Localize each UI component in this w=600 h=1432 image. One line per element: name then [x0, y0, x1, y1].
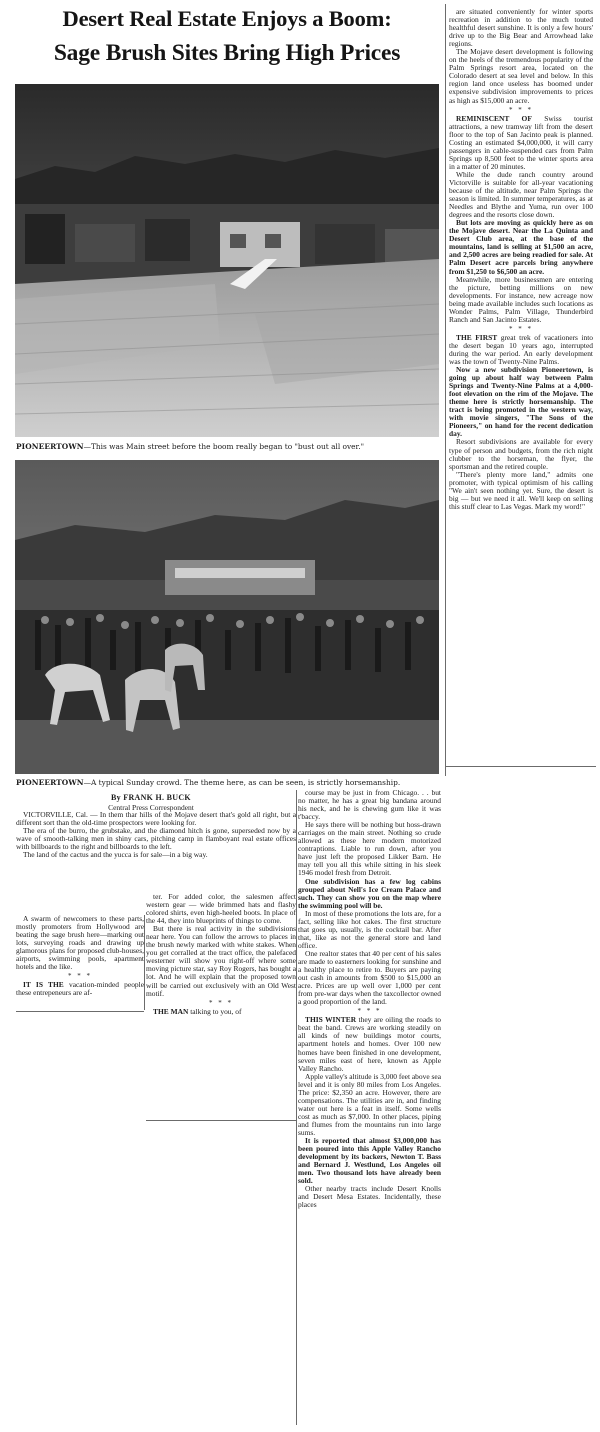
paragraph: Resort subdivisions are available for every type of person and budgets, from the rich night clubber to the horseman, the flyer, the sportsman and the retired couple.	[449, 437, 593, 471]
paragraph-text: talking to you, of	[188, 1006, 242, 1016]
paragraph: The land of the cactus and the yucca is for sale—in a big way.	[23, 850, 208, 860]
paragraph-text: they are oiling the roads to beat the band. Crews are working steadily on all kinds of new buildings motor courts, apartment hotels and homes. Over 100 new homes have been finished in one development, seven miles east of here, known as Apple Valley Rancho.	[298, 1015, 441, 1073]
paragraph	[298, 1016, 441, 1072]
photo-main-street	[15, 84, 439, 437]
paragraph	[16, 981, 144, 997]
paragraph: ter. For added color, the salesmen affect western gear — wide brimmed hats and flashy colored shirts, even high-heeled boots. In place of the 44, they into blueprints of things to come.	[146, 893, 296, 926]
caption-1-lead: PIONEERTOWN	[16, 442, 84, 451]
column-rule	[16, 1011, 144, 1012]
paragraph-text: Swiss tourist attractions, a new tramway lift from the desert floor to the top of San Jacinto peak is planned. Costing an estimated $4,000,000, it will carry passengers in cable-suspended cars from Palm Springs up 8,500 feet to the winter sports area in a matter of 20 minutes.	[449, 113, 593, 171]
article-column-e	[449, 8, 593, 763]
paragraph-bold: It is reported that almost $3,000,000 has been poured into this Apple Valley Rancho development by its backers, Newton T. Bass and Bernard J. Westlund, Los Angeles oil men. Two thousand lots have already been sold.	[298, 1136, 441, 1186]
section-separator: * * *	[68, 972, 92, 981]
photo-caption-1	[16, 442, 441, 451]
paragraph: In most of these promotions the lots are, for a fact, selling like hot cakes. The first structure that goes up, usually, is the cocktail bar. After that, like as not the general store and land office.	[298, 908, 441, 950]
paragraph: While the dude ranch country around Victorville is suitable for all-year vacationing because of the altitude, near Palm Springs the season is limited. In summer temperatures, as at Needles and Blythe and Yuma, run over 100 degrees and the resorts close down.	[449, 169, 593, 220]
headline-line-2: Sage Brush Sites Bring High Prices	[53, 40, 401, 66]
article-column-b	[16, 915, 144, 1009]
section-separator: * * *	[209, 998, 233, 1007]
paragraph	[449, 115, 593, 171]
paragraph: Other nearby tracts include Desert Knolls and Desert Mesa Estates. Incidentally, these places	[298, 1184, 441, 1210]
section-separator: * * *	[509, 324, 533, 333]
column-rule	[146, 1120, 296, 1121]
column-rule	[445, 4, 446, 776]
paragraph: The Mojave desert development is following on the heels of the tremendous popularity of the Palm Springs resort area, located on the Colorado desert at sea level and below. In this region land once useless has boomed under expensive subdivision improvements to prices as high as $15,000 an acre.	[449, 47, 593, 105]
byline-role: Central Press Correspondent	[108, 803, 194, 812]
paragraph	[449, 334, 593, 366]
byline	[16, 793, 286, 812]
paragraph: "There's plenty more land," admits one promoter, with typical optimism of his calling "We ain't seen nothing yet. Sure, the desert is big — but we need it all. We'll keep on selling this stuff clear to Las Vegas. Mark my word!"	[449, 469, 593, 511]
paragraph: One realtor states that 40 per cent of his sales are made to easterners looking for sunshine and a healthy place to retire to. Buyers are paying out cash in amounts from $500 to $15,000 an acre. Prices are up well over 1,000 per cent from pre-war days when the taxcollector owned a good proportion of the land.	[298, 948, 441, 1007]
column-rule	[446, 766, 596, 767]
paragraph: But there is real activity in the subdivisions near here. You can follow the arrows to places in the brush newly marked with white stakes. When you get corralled at the tract office, the palefaced westerner will show you right-off where some moving picture star, say Roy Rogers, has bought a lot. And he will explain that the proposed town will be carried out exclusively with an Old West motif.	[146, 924, 296, 998]
paragraph: A swarm of newcomers to these parts, mostly promoters from Hollywood are beating the sage brush here—marking out lots, surveying roads and drawing up glamorous plans for proposed club-houses, airports, swimming pools, apartment hotels and the like.	[16, 915, 144, 972]
paragraph-text: great trek of vacationers into the desert began 10 years ago, interrupted during the war period. An early development was the town of Twenty-Nine Palms.	[449, 332, 593, 367]
paragraph-lead: REMINISCENT OF	[456, 113, 532, 123]
paragraph	[146, 1008, 296, 1016]
paragraph-bold: Now a new subdivision Pioneertown, is going up about half way between Palm Springs and Twenty-Nine Palms at a 4,000-foot elevation on the rim of the Mojave. The theme here is strictly horsemanship. The tract is being promoted in the western way, with movie singers, "The Sons of the Pioneers," on hand for the recent dedication day.	[449, 365, 593, 439]
paragraph-lead: THE MAN	[153, 1006, 189, 1016]
caption-1-text: —This was Main street before the boom really began to "bust out all over."	[83, 442, 365, 451]
headline-line-1: Desert Real Estate Enjoys a Boom:	[62, 6, 392, 31]
paragraph-text: vacation-minded people these entrepeneurs are af-	[16, 980, 144, 998]
paragraph-lead: THE FIRST	[456, 332, 498, 342]
paragraph-bold: One subdivision has a few log cabins grouped about Nell's Ice Cream Palace and such. They can show you on the map where the swimming pool will be.	[298, 876, 441, 910]
paragraph: He says there will be nothing but hoss-drawn carriages on the main street. Nothing so crude allowed as these here modern motorized contraptions. Liable to run down, after you have just left the proposed Likker Barn. He may tell you all this while sitting in his sleek 1946 model fresh from Detroit.	[298, 820, 441, 878]
main-street-photo-icon	[15, 84, 439, 437]
paragraph: VICTORVILLE, Cal. — In them thar hills of the Mojave desert that's gold all right, but a different sort than the old-time prospectors were looking for.	[16, 811, 296, 828]
caption-2-lead: PIONEERTOWN	[16, 778, 84, 787]
paragraph: are situated conveniently for winter sports recreation in addition to the much touted healthful desert sunshine. It is only a few hours' drive up to the Big Bear and Arrowhead lake regions.	[449, 8, 593, 49]
byline-name: By FRANK H. BUCK	[111, 793, 191, 802]
caption-2-text: —A typical Sunday crowd. The theme here, as can be seen, is strictly horsemanship.	[83, 778, 401, 787]
paragraph-lead: THIS WINTER	[305, 1015, 357, 1025]
paragraph-lead: IT IS THE	[23, 980, 64, 990]
article-column-d	[298, 789, 441, 1427]
paragraph: The era of the burro, the grubstake, and the diamond hitch is gone, superseded now by a wave of smooth-talking men in shiny cars, pitching camp in flamboyant real estate offices with billboards to the right and billboards to the left.	[16, 826, 296, 852]
column-rule	[296, 790, 297, 1425]
section-separator: * * *	[509, 105, 533, 114]
paragraph-bold: But lots are moving as quickly here as on the Mojave desert. Near the La Quinta and Desert Club area, at the base of the mountains, land is selling at $1,500 an acre, and 2,500 acres are being readied for sale. At Palm Desert acre parcels bring anywhere from $1,250 to $6,500 an acre.	[449, 218, 593, 276]
photo-sunday-crowd	[15, 460, 439, 774]
paragraph: course may be just in from Chicago. . . but no matter, he has a great big bandana around his neck, and he is chewing gum like it was t'baccy.	[298, 789, 441, 822]
paragraph: Meanwhile, more businessmen are entering the picture, betting millions on new developments. For instance, new acreage now being made available includes such locations as Wonder Palms, Palm Village, Thunderbird Ranch and San Jacinto Estates.	[449, 274, 593, 324]
sunday-crowd-photo-icon	[15, 460, 439, 774]
article-column-c	[146, 893, 296, 1118]
column-rule	[144, 915, 145, 1010]
photo-caption-2	[16, 778, 441, 787]
paragraph: Apple valley's altitude is 3,000 feet above sea level and it is only 80 miles from Los Angeles. The price: $2,350 an acre. However, there are compensations. The utilities are in, and finding water out here is a feat in itself. Some wells cost as much as $7,000. In other places, piping and flumes from the mountains run into large sums.	[298, 1071, 441, 1137]
section-separator: * * *	[357, 1007, 382, 1016]
